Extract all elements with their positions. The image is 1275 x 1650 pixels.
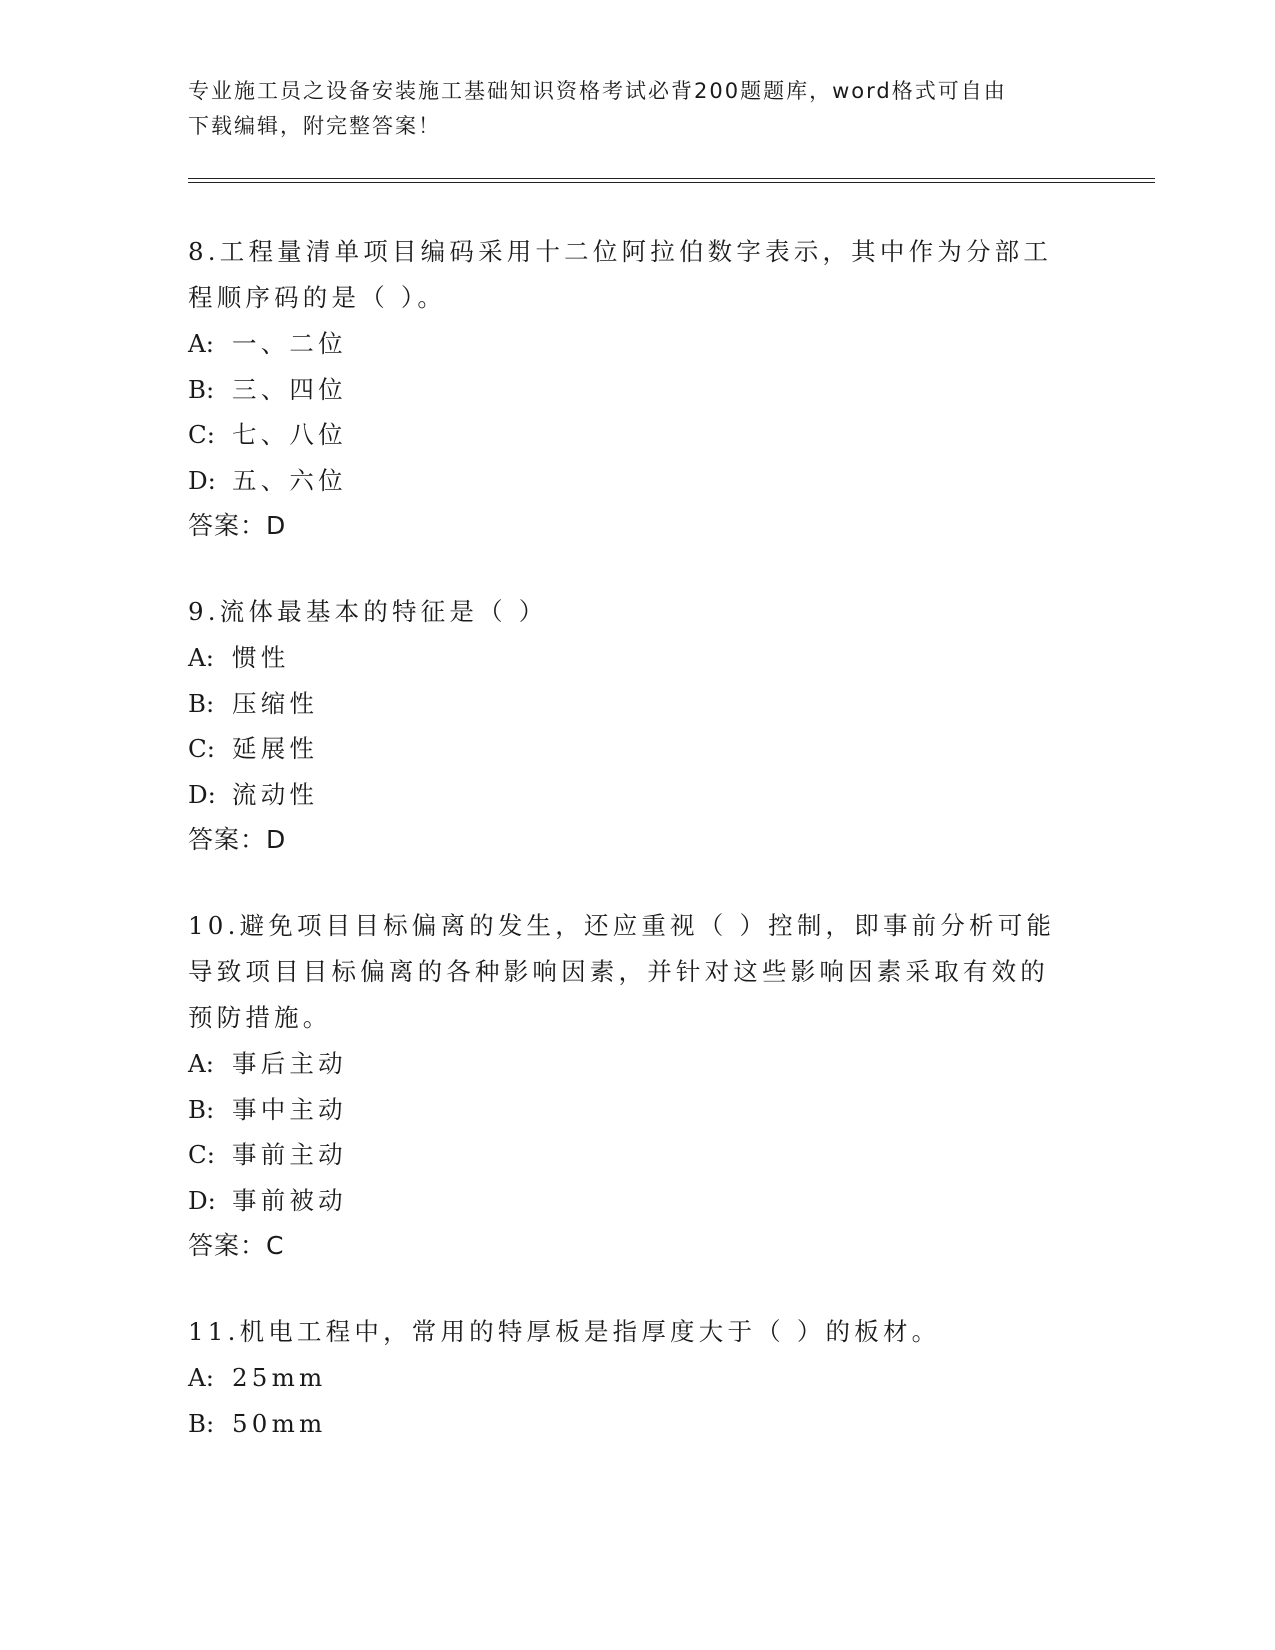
question-list — [188, 229, 1068, 1486]
option-key: C: — [188, 420, 216, 449]
answer-line: 答案：D — [188, 511, 287, 540]
option-text: 事前主动 — [232, 1140, 347, 1169]
option-text: 事前被动 — [232, 1185, 347, 1215]
option-text: 延展性 — [232, 734, 319, 763]
option-key: A: — [188, 329, 214, 358]
option-text: 50mm — [232, 1408, 327, 1438]
question-block — [188, 903, 1068, 1269]
answer-option — [188, 367, 1068, 413]
question-stem: 预防措施。 — [188, 1003, 332, 1032]
option-key: B: — [188, 374, 215, 404]
option-text: 三、四位 — [232, 374, 347, 404]
document-header — [188, 74, 1068, 144]
answer-option — [188, 772, 1068, 818]
question-block — [188, 589, 1068, 863]
option-text: 一、二位 — [232, 329, 347, 358]
question-stem: 11.机电工程中，常用的特厚板是指厚度大于（ ）的板材。 — [188, 1317, 941, 1346]
header-divider-top — [188, 178, 1155, 179]
option-text: 事中主动 — [232, 1094, 347, 1124]
option-key: D: — [188, 779, 216, 809]
option-text: 流动性 — [232, 779, 319, 809]
option-key: D: — [188, 465, 216, 495]
answer-option — [188, 681, 1068, 727]
answer-option — [188, 1178, 1068, 1224]
answer-option — [188, 1087, 1068, 1133]
answer-option — [188, 412, 1068, 458]
option-key: B: — [188, 1094, 215, 1124]
header-line-2: 下载编辑，附完整答案！ — [188, 114, 441, 138]
option-text: 七、八位 — [232, 420, 347, 449]
answer-option — [188, 1355, 1068, 1401]
answer-line: 答案：C — [188, 1231, 285, 1260]
header-line-1: 专业施工员之设备安装施工基础知识资格考试必背200题题库，word格式可自由 — [188, 79, 1007, 103]
question-block — [188, 229, 1068, 549]
option-key: B: — [188, 1408, 215, 1438]
option-key: A: — [188, 643, 214, 672]
answer-option — [188, 321, 1068, 367]
answer-option — [188, 726, 1068, 772]
answer-option — [188, 1041, 1068, 1087]
answer-option — [188, 458, 1068, 504]
option-key: C: — [188, 734, 216, 763]
answer-line: 答案：D — [188, 825, 287, 854]
question-stem: 程顺序码的是（ ）。 — [188, 283, 447, 312]
option-text: 25mm — [232, 1363, 327, 1392]
question-stem: 导致项目目标偏离的各种影响因素，并针对这些影响因素采取有效的 — [188, 957, 1049, 986]
question-block — [188, 1309, 1068, 1446]
answer-option — [188, 1132, 1068, 1178]
option-key: D: — [188, 1185, 216, 1215]
question-stem: 9.流体最基本的特征是（ ） — [188, 597, 548, 626]
option-key: A: — [188, 1363, 214, 1392]
option-text: 惯性 — [232, 643, 290, 672]
option-key: A: — [188, 1049, 214, 1078]
answer-option — [188, 635, 1068, 681]
option-text: 五、六位 — [232, 465, 347, 495]
header-divider-bottom — [188, 182, 1155, 183]
option-key: B: — [188, 688, 215, 718]
option-text: 压缩性 — [232, 688, 319, 718]
answer-option — [188, 1401, 1068, 1447]
question-stem: 10.避免项目目标偏离的发生，还应重视（ ）控制，即事前分析可能 — [188, 911, 1056, 940]
question-stem: 8.工程量清单项目编码采用十二位阿拉伯数字表示，其中作为分部工 — [188, 237, 1053, 266]
option-text: 事后主动 — [232, 1049, 347, 1078]
option-key: C: — [188, 1140, 216, 1169]
